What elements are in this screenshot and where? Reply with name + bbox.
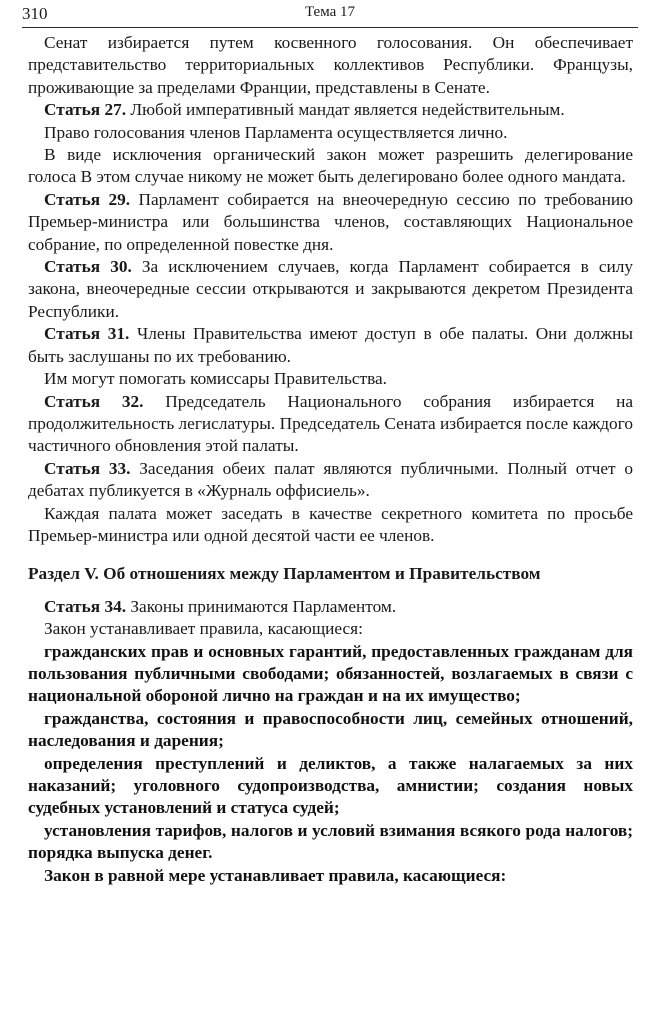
paragraph (28, 618, 633, 640)
article-paragraph (28, 458, 633, 503)
paragraph-text: гражданства, состояния и правоспособности лиц, семейных отношений, наследования и дарения; (28, 708, 633, 751)
article-paragraph (28, 391, 633, 458)
article-paragraph (28, 256, 633, 323)
paragraph (28, 865, 633, 887)
section-heading: Раздел V. Об отношениях между Парламентом и Правительством (28, 564, 541, 584)
paragraph-text: Каждая палата может заседать в качестве секретного комитета по просьбе Премьер-министра или одной десятой части ее членов. (28, 503, 633, 545)
paragraph-text: гражданских прав и основных гарантий, предоставленных гражданам для пользования публичными свободами; обязанностей, возлагаемых в связи с национальной обороной лично на граждан и на их имущество; (28, 641, 633, 706)
paragraph-text: Закон устанавливает правила, касающиеся: (44, 619, 363, 639)
page-number: 310 (22, 4, 48, 23)
paragraph (28, 122, 633, 144)
page-header (22, 0, 638, 28)
article-paragraph (28, 99, 633, 121)
article-number: Статья 27. (44, 100, 127, 120)
paragraph-text: Сенат избирается путем косвенного голосования. Он обеспечивает представительство территориальных коллективов Республики. Французы, проживающие за пределами Франции, представлены в Сенате. (28, 33, 633, 97)
paragraph (28, 753, 633, 820)
paragraph (28, 32, 633, 99)
paragraph-text: определения преступлений и деликтов, а также налагаемых за них наказаний; уголовного судопроизводства, амнистии; создания новых судебных установлений и статуса судей; (28, 753, 633, 818)
article-paragraph (28, 596, 633, 618)
header-rule (22, 27, 638, 28)
paragraph (28, 503, 633, 548)
paragraph (28, 641, 633, 708)
paragraph-text: установления тарифов, налогов и условий взимания всякого рода налогов; порядка выпуска денег. (28, 820, 633, 863)
paragraph (28, 820, 633, 865)
article-number: Статья 34. (44, 596, 127, 616)
paragraph-text: Любой императивный мандат является недействительным. (130, 100, 565, 120)
article-number: Статья 29. (44, 189, 131, 209)
paragraph (28, 368, 633, 390)
article-number: Статья 32. (44, 391, 144, 411)
paragraph-text: Им могут помогать комиссары Правительства. (44, 369, 387, 389)
paragraph (28, 144, 633, 189)
paragraph-text: Председатель Национального собрания избирается на продолжительность легислатуры. Председатель Сената избирается после каждого частичного обновления этой палаты. (28, 391, 633, 456)
article-number: Статья 31. (44, 324, 130, 344)
paragraph-text: Законы принимаются Парламентом. (130, 596, 397, 616)
article-paragraph (28, 323, 633, 368)
paragraph-text: Заседания обеих палат являются публичными. Полный отчет о дебатах публикуется в «Журналь оффисиель». (28, 458, 633, 501)
article-paragraph (28, 189, 633, 256)
article-number: Статья 30. (44, 257, 132, 277)
paragraph-text: В виде исключения органический закон может разрешить делегирование голоса В этом случае никому не может быть делегировано более одного мандата. (28, 145, 633, 187)
running-title: Тема 17 (304, 4, 356, 20)
paragraph (28, 708, 633, 753)
body-text (28, 32, 633, 887)
paragraph-text: Члены Правительства имеют доступ в обе палаты. Они должны быть заслушаны по их требованию. (28, 324, 633, 366)
paragraph-text: Право голосования членов Парламента осуществляется лично. (44, 122, 508, 142)
paragraph-text: Парламент собирается на внеочередную сессию по требованию Премьер-министра или большинства членов, составляющих Национальное собрание, по определенной повестке дня. (28, 189, 633, 254)
article-number: Статья 33. (44, 458, 131, 478)
paragraph-text: За исключением случаев, когда Парламент собирается в силу закона, внеочередные сессии открываются и закрываются декретом Президента Республики. (28, 257, 634, 321)
paragraph-text: Закон в равной мере устанавливает правила, касающиеся: (44, 865, 507, 885)
